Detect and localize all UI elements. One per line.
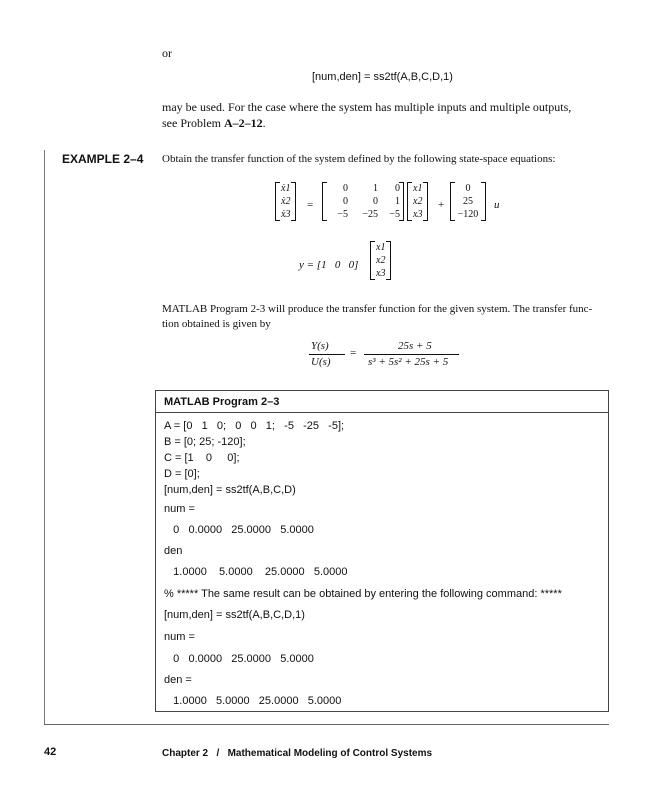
code-line: [num,den] = ss2tf(A,B,C,D,1) [164, 609, 305, 621]
program-intro-line-2: tion obtained is given by [162, 318, 271, 330]
plus-sign: + [438, 199, 445, 211]
A-cell: −5 [389, 209, 400, 220]
x-2: x2 [413, 196, 423, 207]
matrix-A [322, 182, 404, 221]
xdot-2: ẋ2 [281, 196, 291, 207]
comment-line: % ***** The same result can be obtained by entering the following command: ***** [164, 588, 562, 600]
code-line: D = [0]; [164, 468, 200, 480]
num-label: num = [164, 631, 195, 643]
x-1: x1 [376, 242, 386, 253]
B-cell: 0 [465, 183, 471, 194]
A-cell: 0 [343, 196, 348, 207]
example-text: Obtain the transfer function of the system defined by the following state-space equations: [162, 153, 556, 165]
tf-rhs-denominator: s³ + 5s² + 25s + 5 [368, 356, 449, 368]
matlab-program-box [155, 390, 609, 712]
A-cell: 0 [343, 183, 348, 194]
code-line: [num,den] = ss2tf(A,B,C,D) [164, 484, 296, 496]
x-2: x2 [376, 255, 386, 266]
tf-equals: = [350, 347, 357, 359]
paragraph-line-1: may be used. For the case where the system has multiple inputs and multiple outputs, [162, 100, 572, 114]
den-label: den [164, 545, 183, 557]
matrix-B [450, 182, 486, 221]
text-or: or [162, 46, 172, 60]
left-margin-rule [44, 150, 45, 725]
num-values: 0 0.0000 25.0000 5.0000 [164, 524, 314, 536]
program-title: MATLAB Program 2–3 [164, 396, 280, 408]
code-line: C = [1 0 0]; [164, 452, 240, 464]
x-vector-output [370, 241, 391, 280]
B-cell: 25 [463, 196, 473, 207]
paragraph-suffix: . [262, 116, 266, 130]
den-values: 1.0000 5.0000 25.0000 5.0000 [164, 566, 348, 578]
paragraph-prefix: see Problem [162, 116, 224, 130]
input-u: u [494, 199, 500, 211]
B-cell: −120 [457, 209, 479, 220]
code-line: B = [0; 25; -120]; [164, 436, 246, 448]
x-3: x3 [413, 209, 423, 220]
ss2tf-command: [num,den] = ss2tf(A,B,C,D,1) [312, 71, 453, 83]
A-cell: −25 [362, 209, 378, 220]
x-3: x3 [376, 268, 386, 279]
num-values: 0 0.0000 25.0000 5.0000 [164, 653, 314, 665]
den-values: 1.0000 5.0000 25.0000 5.0000 [164, 695, 342, 707]
xdot-vector [275, 182, 296, 221]
equals-sign: = [307, 199, 314, 211]
program-intro-line-1: MATLAB Program 2-3 will produce the transfer function for the given system. The transfer func- [162, 303, 593, 315]
page-number: 42 [44, 746, 57, 758]
x-vector [407, 182, 428, 221]
bottom-rule [44, 724, 609, 725]
tf-lhs-fraction-bar [309, 354, 345, 355]
chapter-title: Chapter 2 / Mathematical Modeling of Control Systems [162, 748, 433, 759]
tf-rhs-numerator: 25s + 5 [398, 340, 432, 352]
den-label: den = [164, 674, 192, 686]
x-1: x1 [413, 183, 423, 194]
A-cell: 1 [373, 183, 378, 194]
tf-lhs-denominator: U(s) [311, 356, 331, 368]
output-equation-lhs: y = [1 0 0] [299, 259, 359, 271]
tf-lhs-numerator: Y(s) [311, 340, 329, 352]
A-cell: 0 [373, 196, 378, 207]
A-cell: −5 [337, 209, 348, 220]
example-label: EXAMPLE 2–4 [62, 152, 144, 166]
A-cell: 0 [395, 183, 400, 194]
paragraph-line-2 [162, 116, 266, 131]
num-label: num = [164, 503, 195, 515]
problem-reference: A–2–12 [224, 116, 263, 130]
code-line: A = [0 1 0; 0 0 1; -5 -25 -5]; [164, 420, 345, 432]
A-cell: 1 [395, 196, 400, 207]
xdot-1: ẋ1 [281, 183, 291, 194]
xdot-3: ẋ3 [281, 209, 291, 220]
tf-rhs-fraction-bar [364, 354, 459, 355]
